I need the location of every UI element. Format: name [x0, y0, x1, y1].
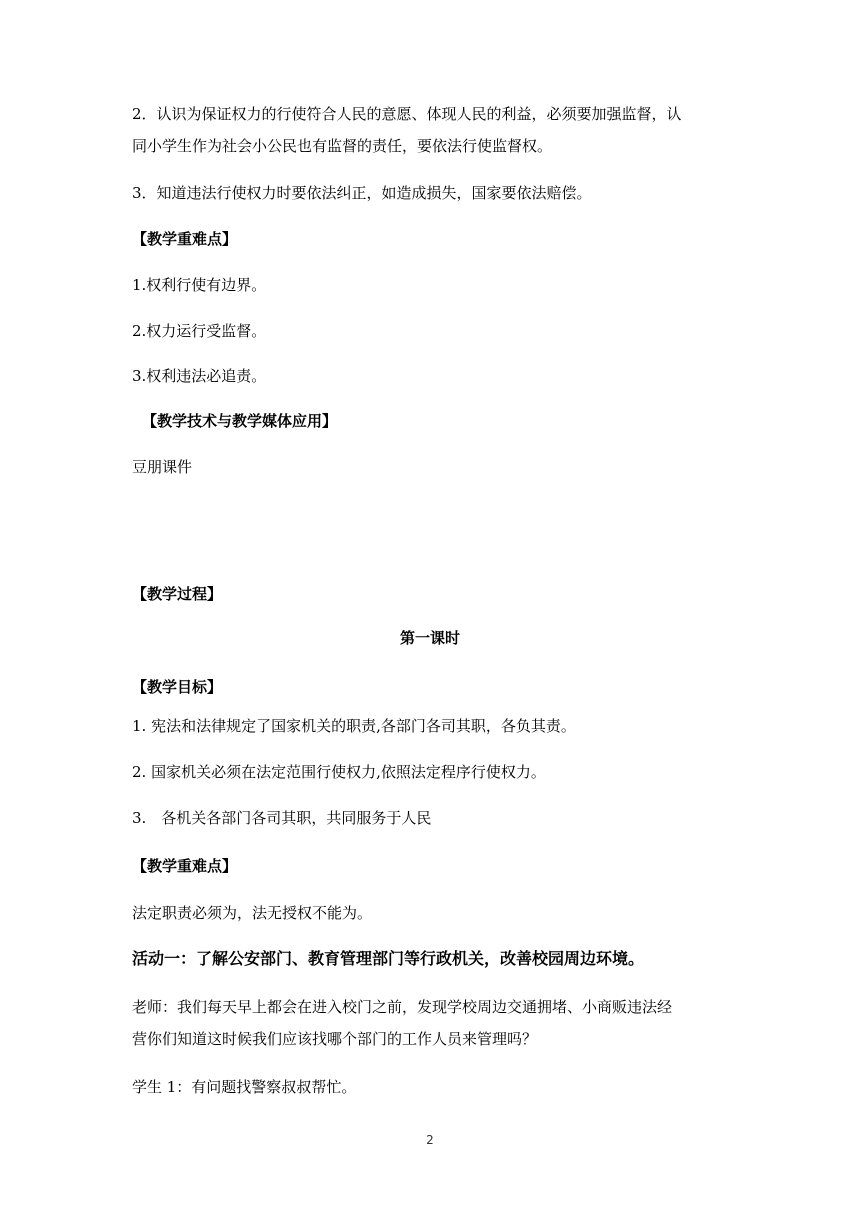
goal-3: 3．知道违法行使权力时要依法纠正，如造成损失，国家要依法赔偿。 [132, 184, 592, 202]
page-number: 2 [426, 1133, 434, 1147]
process-heading: 【教学过程】 [132, 585, 223, 603]
goal-2-line-2: 同小学生作为社会小公民也有监督的责任，要依法行使监督权。 [132, 137, 553, 155]
lesson-goal-item: 2. 国家机关必须在法定范围行使权力,依照法定程序行使权力。 [132, 763, 546, 781]
lesson-key-heading: 【教学重难点】 [132, 857, 238, 875]
teacher-line-2: 营你们知道这时候我们应该找哪个部门的工作人员来管理吗？ [132, 1030, 538, 1048]
lesson-goal-item: 1. 宪法和法律规定了国家机关的职责,各部门各司其职，各负其责。 [132, 717, 576, 735]
lesson-key-text: 法定职责必须为，法无授权不能为。 [132, 904, 373, 922]
key-points-heading: 【教学重难点】 [132, 230, 238, 248]
tech-heading: 【教学技术与教学媒体应用】 [142, 412, 338, 430]
student-1-line: 学生 1：有问题找警察叔叔帮忙。 [132, 1078, 357, 1096]
teacher-line-1: 老师：我们每天早上都会在进入校门之前，发现学校周边交通拥堵、小商贩违法经 [132, 998, 673, 1016]
tech-text: 豆朋课件 [132, 458, 193, 476]
goal-2-line-1: 2．认识为保证权力的行使符合人民的意愿、体现人民的利益，必须要加强监督，认 [132, 105, 682, 123]
key-point-item: 1.权利行使有边界。 [132, 276, 267, 294]
key-point-item: 3.权利违法必追责。 [132, 367, 267, 385]
lesson-title: 第一课时 [399, 629, 460, 647]
key-point-item: 2.权力运行受监督。 [132, 322, 267, 340]
activity-1-title: 活动一：了解公安部门、教育管理部门等行政机关，改善校园周边环境。 [132, 949, 645, 968]
lesson-goals-heading: 【教学目标】 [132, 678, 223, 696]
lesson-goal-item: 3. 各机关各部门各司其职，共同服务于人民 [132, 809, 432, 827]
